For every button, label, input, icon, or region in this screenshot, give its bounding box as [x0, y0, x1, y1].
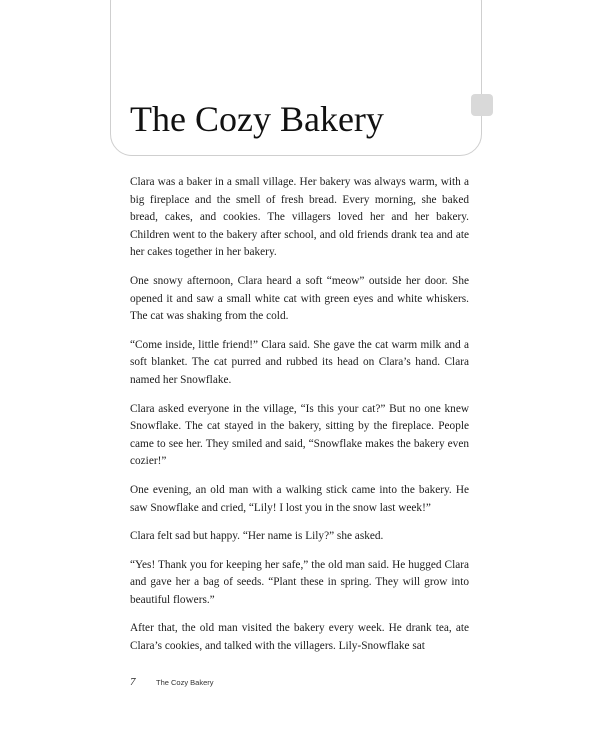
story-paragraph: One evening, an old man with a walking stick came into the bakery. He saw Snowflake and cried, “Lily! I lost you in the snow last week!” — [130, 483, 469, 514]
story-paragraph: Clara asked everyone in the village, “Is this your cat?” But no one knew Snowflake. The cat stayed in the bakery, sitting by the fireplace. People came to see her. They smiled and said, “Snowflake makes the bakery even cozier!” — [130, 402, 469, 468]
story-paragraph: One snowy afternoon, Clara heard a soft “meow” outside her door. She opened it and saw a small white cat with green eyes and white whiskers. The cat was shaking from the cold. — [130, 274, 469, 323]
story-paragraph: “Come inside, little friend!” Clara said. She gave the cat warm milk and a soft blanket. The cat purred and rubbed its head on Clara’s hand. Clara named her Snowflake. — [130, 338, 469, 386]
story-paragraph: Clara felt sad but happy. “Her name is Lily?” she asked. — [130, 530, 384, 543]
page-number: 7 — [130, 676, 136, 688]
story-paragraph: After that, the old man visited the bakery every week. He drank tea, ate Clara’s cookies, and talked with the villagers. Lily-Snowflake sat — [130, 622, 469, 653]
page-footer — [130, 676, 214, 692]
story-body — [130, 174, 469, 667]
page-tab-marker — [471, 94, 493, 116]
chapter-title: The Cozy Bakery — [130, 99, 384, 139]
story-paragraph: Clara was a baker in a small village. Her bakery was always warm, with a big fireplace and the smell of fresh bread. Every morning, she baked bread, cakes, and cookies. The villagers loved her and her bakery. Children went to the bakery after school, and old friends drank tea and ate her cakes together in her bakery. — [130, 176, 469, 259]
running-title: The Cozy Bakery — [156, 678, 214, 687]
story-paragraph: “Yes! Thank you for keeping her safe,” the old man said. He hugged Clara and gave her a bag of seeds. “Plant these in spring. They will grow into beautiful flowers.” — [130, 558, 469, 606]
